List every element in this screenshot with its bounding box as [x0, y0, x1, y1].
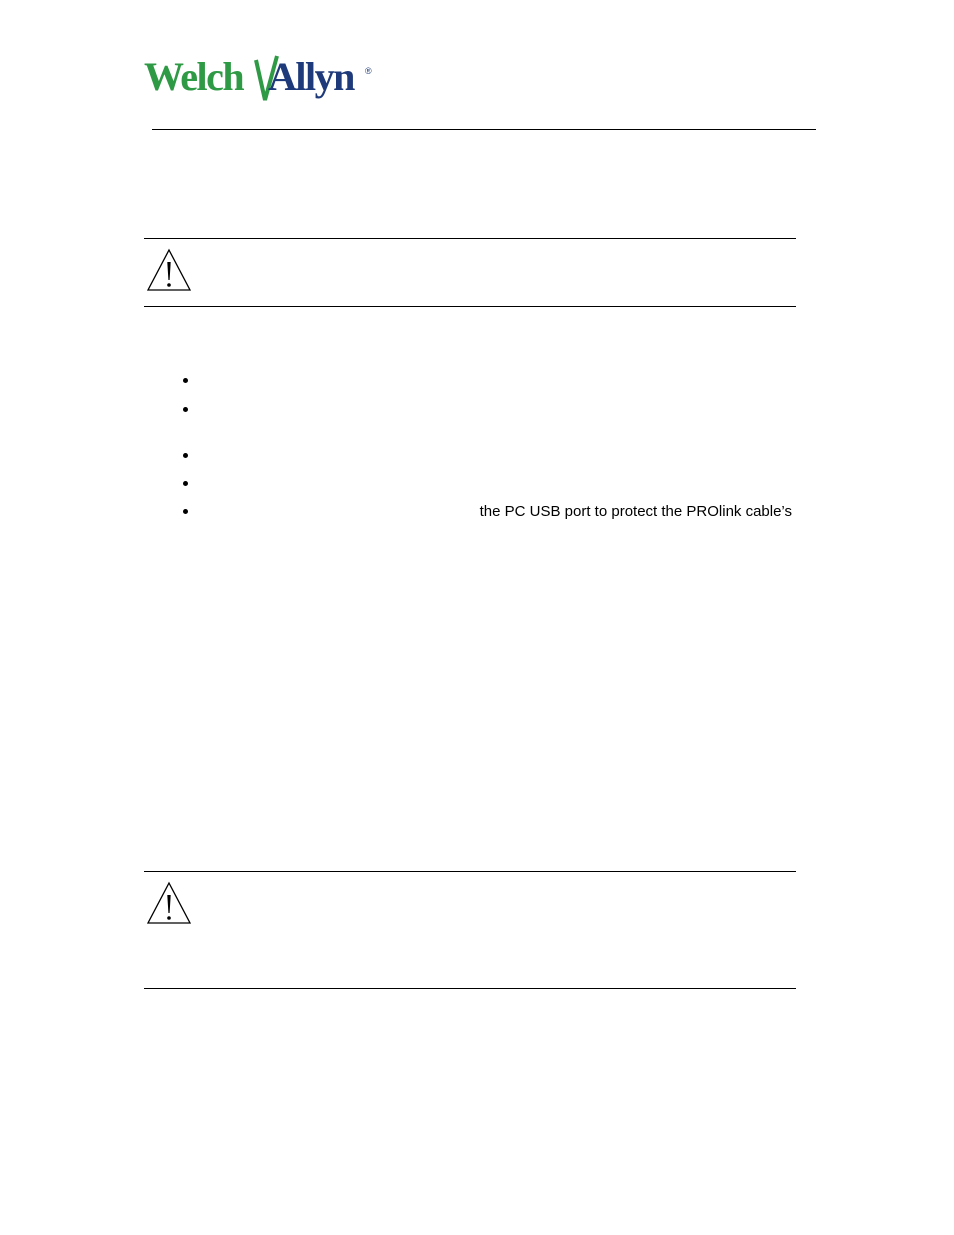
bullet-dot-icon	[183, 407, 188, 412]
list-item	[180, 399, 800, 419]
warning-triangle-icon	[146, 881, 192, 925]
bullet-dot-icon	[183, 378, 188, 383]
welch-allyn-logo-graphic	[144, 52, 376, 108]
logo-registered-mark: ®	[365, 66, 372, 76]
list-item	[180, 445, 800, 465]
list-item-text: the PC USB port to protect the PROlink cable’s	[479, 503, 792, 520]
list-item	[180, 473, 800, 493]
caution-box-2	[144, 871, 796, 989]
bullet-dot-icon	[183, 481, 188, 486]
bullet-dot-icon	[183, 453, 188, 458]
warning-triangle-icon	[146, 248, 192, 292]
welch-allyn-logo	[144, 52, 376, 108]
logo-allyn-text: Allyn	[268, 54, 354, 99]
list-item	[180, 370, 800, 390]
list-item	[180, 501, 800, 521]
header-divider	[152, 129, 816, 130]
caution-box-1	[144, 238, 796, 307]
logo-welch-text: Welch	[144, 54, 244, 99]
